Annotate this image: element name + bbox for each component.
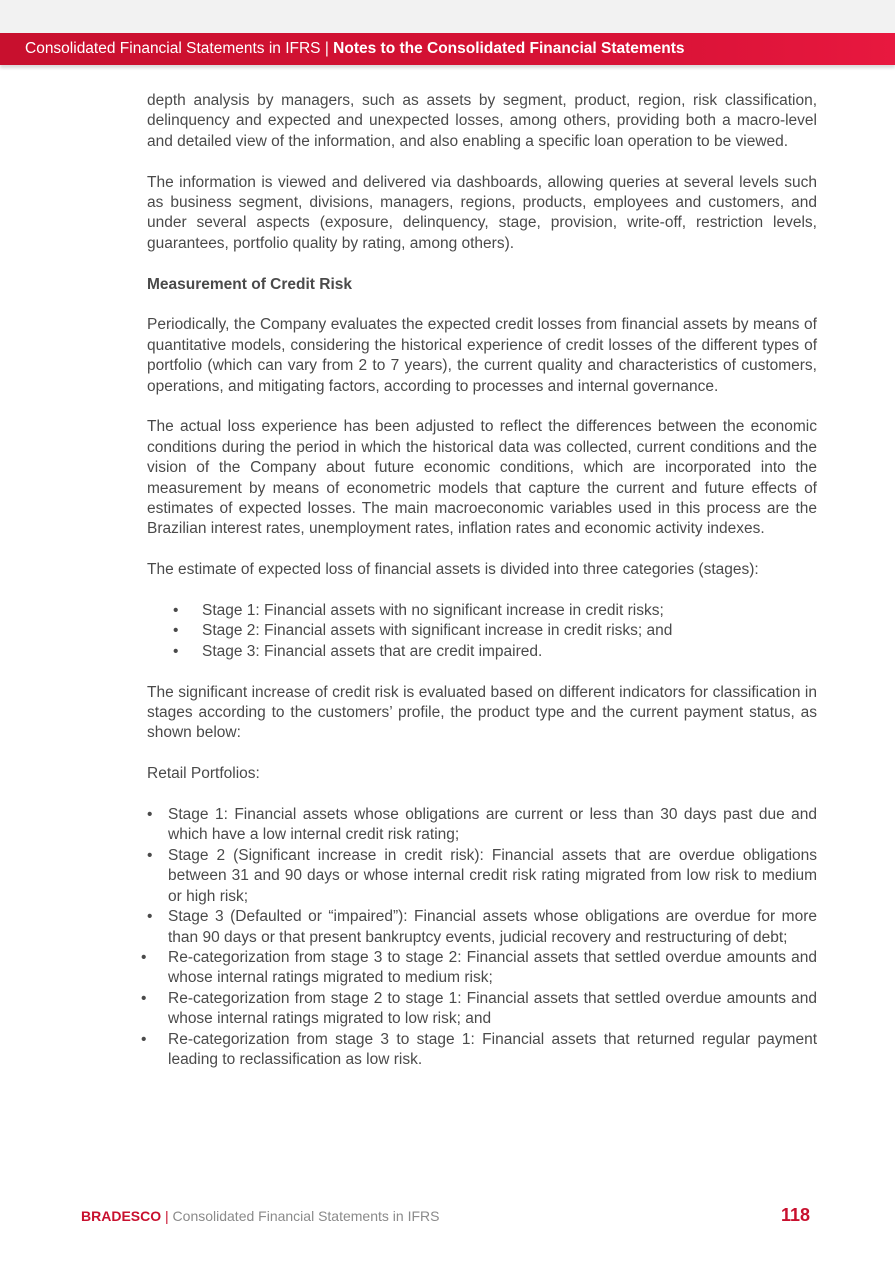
paragraph-5: The estimate of expected loss of financial assets is divided into three categories (stages):: [147, 561, 759, 579]
page-body: [147, 91, 817, 1070]
page-number: 118: [781, 1205, 811, 1225]
retail-list: [147, 805, 817, 1070]
list-item: • Stage 1: Financial assets with no significant increase in credit risks;: [147, 601, 817, 621]
list-item: • Re-categorization from stage 3 to stage 1: Financial assets that returned regular payment leading to reclassification as low risk.: [147, 1030, 817, 1071]
page-header: [0, 33, 895, 65]
list-item: • Stage 3: Financial assets that are credit impaired.: [147, 642, 817, 662]
footer-brand: BRADESCO: [81, 1208, 162, 1224]
paragraph-3: Periodically, the Company evaluates the expected credit losses from financial assets by means of quantitative models, considering the historical experience of credit losses of the different types of portfolio (which can vary from 2 to 7 years), the current quality and characteristics of customers, operations, and mitigating factors, according to processes and internal governance.: [147, 316, 817, 395]
list-item: • Re-categorization from stage 3 to stage 2: Financial assets that settled overdue amounts and whose internal ratings migrated to medium risk;: [147, 948, 817, 989]
footer-separator: |: [161, 1208, 173, 1224]
section-heading: Measurement of Credit Risk: [147, 275, 352, 293]
header-section-title: Notes to the Consolidated Financial Statements: [333, 40, 685, 57]
header-doc-title: Consolidated Financial Statements in IFRS: [25, 40, 321, 57]
footer-doc-title: Consolidated Financial Statements in IFRS: [172, 1208, 440, 1224]
top-band: [0, 0, 895, 33]
header-separator: |: [320, 40, 334, 57]
page-footer: [81, 1208, 439, 1224]
list-item: • Stage 2: Financial assets with significant increase in credit risks; and: [147, 621, 817, 641]
list-item: • Re-categorization from stage 2 to stage 1: Financial assets that settled overdue amounts and whose internal ratings migrated to low risk; and: [147, 989, 817, 1030]
paragraph-2: The information is viewed and delivered via dashboards, allowing queries at several levels such as business segment, divisions, managers, regions, products, employees and customers, and under several aspects (exposure, delinquency, stage, provision, write-off, restriction levels, guarantees, portfolio quality by rating, among others).: [147, 173, 817, 252]
retail-portfolios-label: Retail Portfolios:: [147, 765, 260, 783]
paragraph-4: The actual loss experience has been adjusted to reflect the differences between the economic conditions during the period in which the historical data was collected, current conditions and the vision of the Company about future economic conditions, which are incorporated into the measurement by means of econometric models that capture the current and future effects of estimates of expected losses. The main macroeconomic variables used in this process are the Brazilian interest rates, unemployment rates, inflation rates and economic activity indexes.: [147, 418, 817, 538]
paragraph-1: depth analysis by managers, such as assets by segment, product, region, risk classification, delinquency and expected and unexpected losses, among others, providing both a macro-level and detailed view of the information, and also enabling a specific loan operation to be viewed.: [147, 92, 817, 150]
list-item: • Stage 2 (Significant increase in credit risk): Financial assets that are overdue obligations between 31 and 90 days or whose internal credit risk rating migrated from low risk to medium or high risk;: [147, 846, 817, 907]
list-item: • Stage 1: Financial assets whose obligations are current or less than 30 days past due and which have a low internal credit risk rating;: [147, 805, 817, 846]
list-item: • Stage 3 (Defaulted or “impaired”): Financial assets whose obligations are overdue for more than 90 days or that present bankruptcy events, judicial recovery and restructuring of debt;: [147, 907, 817, 948]
stages-list: [147, 601, 817, 662]
paragraph-6: The significant increase of credit risk is evaluated based on different indicators for classification in stages according to the customers’ profile, the product type and the current payment status, as shown below:: [147, 683, 817, 742]
